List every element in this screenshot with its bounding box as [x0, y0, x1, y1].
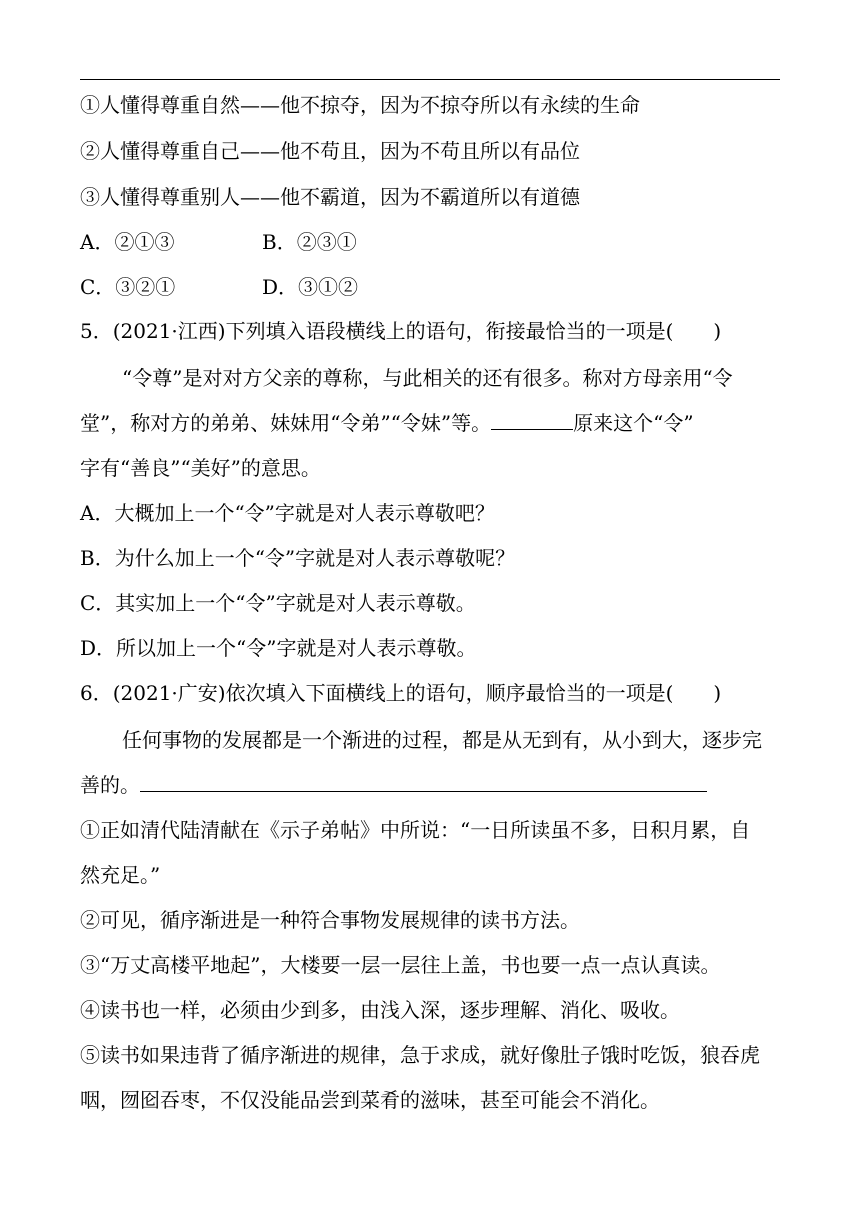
q6-item-1-line-1: ①正如清代陆清献在《示子弟帖》中所说：“一日所读虽不多，日积月累，自	[80, 818, 751, 842]
q5-option-b: B．为什么加上一个“令”字就是对人表示尊敬呢？	[80, 546, 516, 570]
q5-passage-line-1: “令尊”是对对方父亲的尊称，与此相关的还有很多。称对方母亲用“令	[122, 366, 733, 390]
q6-item-2: ②可见，循序渐进是一种符合事物发展规律的读书方法。	[80, 908, 580, 932]
q5-passage-line-3: 字有“善良”“美好”的意思。	[80, 456, 321, 480]
q6-item-5-line-1: ⑤读书如果违背了循序渐进的规律，急于求成，就好像肚子饿时吃饭，狼吞虎	[80, 1043, 760, 1067]
q6-passage-line-1: 任何事物的发展都是一个渐进的过程，都是从无到有，从小到大，逐步完	[122, 728, 762, 752]
q5-passage-line-2	[80, 410, 694, 436]
q6-passage-line-2	[80, 772, 707, 798]
q5-option-d: D．所以加上一个“令”字就是对人表示尊敬。	[80, 636, 477, 660]
q4-option-d: D．③①②	[262, 275, 359, 299]
q6-item-1-line-2: 然充足。”	[80, 863, 161, 887]
q6-item-3: ③“万丈高楼平地起”，大楼要一层一层往上盖，书也要一点一点认真读。	[80, 953, 721, 977]
q6-answer-blank	[140, 773, 707, 792]
q4-item-2: ②人懂得尊重自己——他不苟且，因为不苟且所以有品位	[80, 139, 580, 163]
top-rule	[80, 79, 780, 80]
q5-passage-part-a: 堂”，称对方的弟弟、妹妹用“令弟”“令妹”等。	[80, 411, 492, 435]
q4-item-3: ③人懂得尊重别人——他不霸道，因为不霸道所以有道德	[80, 185, 580, 209]
q6-stem: 6．(2021·广安)依次填入下面横线上的语句，顺序最恰当的一项是( )	[80, 681, 722, 705]
q6-passage-text: 善的。	[80, 773, 140, 797]
q6-item-4: ④读书也一样，必须由少到多，由浅入深，逐步理解、消化、吸收。	[80, 998, 680, 1022]
q5-stem: 5．(2021·江西)下列填入语段横线上的语句，衔接最恰当的一项是( )	[80, 319, 722, 343]
q4-option-c: C．③②①	[80, 275, 176, 299]
q5-option-a: A．大概加上一个“令”字就是对人表示尊敬吧？	[80, 501, 495, 525]
q4-option-a: A．②①③	[80, 230, 175, 254]
q5-passage-part-b: 原来这个“令”	[573, 411, 694, 435]
q5-option-c: C．其实加上一个“令”字就是对人表示尊敬。	[80, 591, 476, 615]
q4-option-b: B．②③①	[262, 230, 357, 254]
q5-answer-blank	[491, 411, 573, 430]
q6-item-5-line-2: 咽，囫囵吞枣，不仅没能品尝到菜肴的滋味，甚至可能会不消化。	[80, 1088, 660, 1112]
q4-item-1: ①人懂得尊重自然——他不掠夺，因为不掠夺所以有永续的生命	[80, 93, 640, 117]
